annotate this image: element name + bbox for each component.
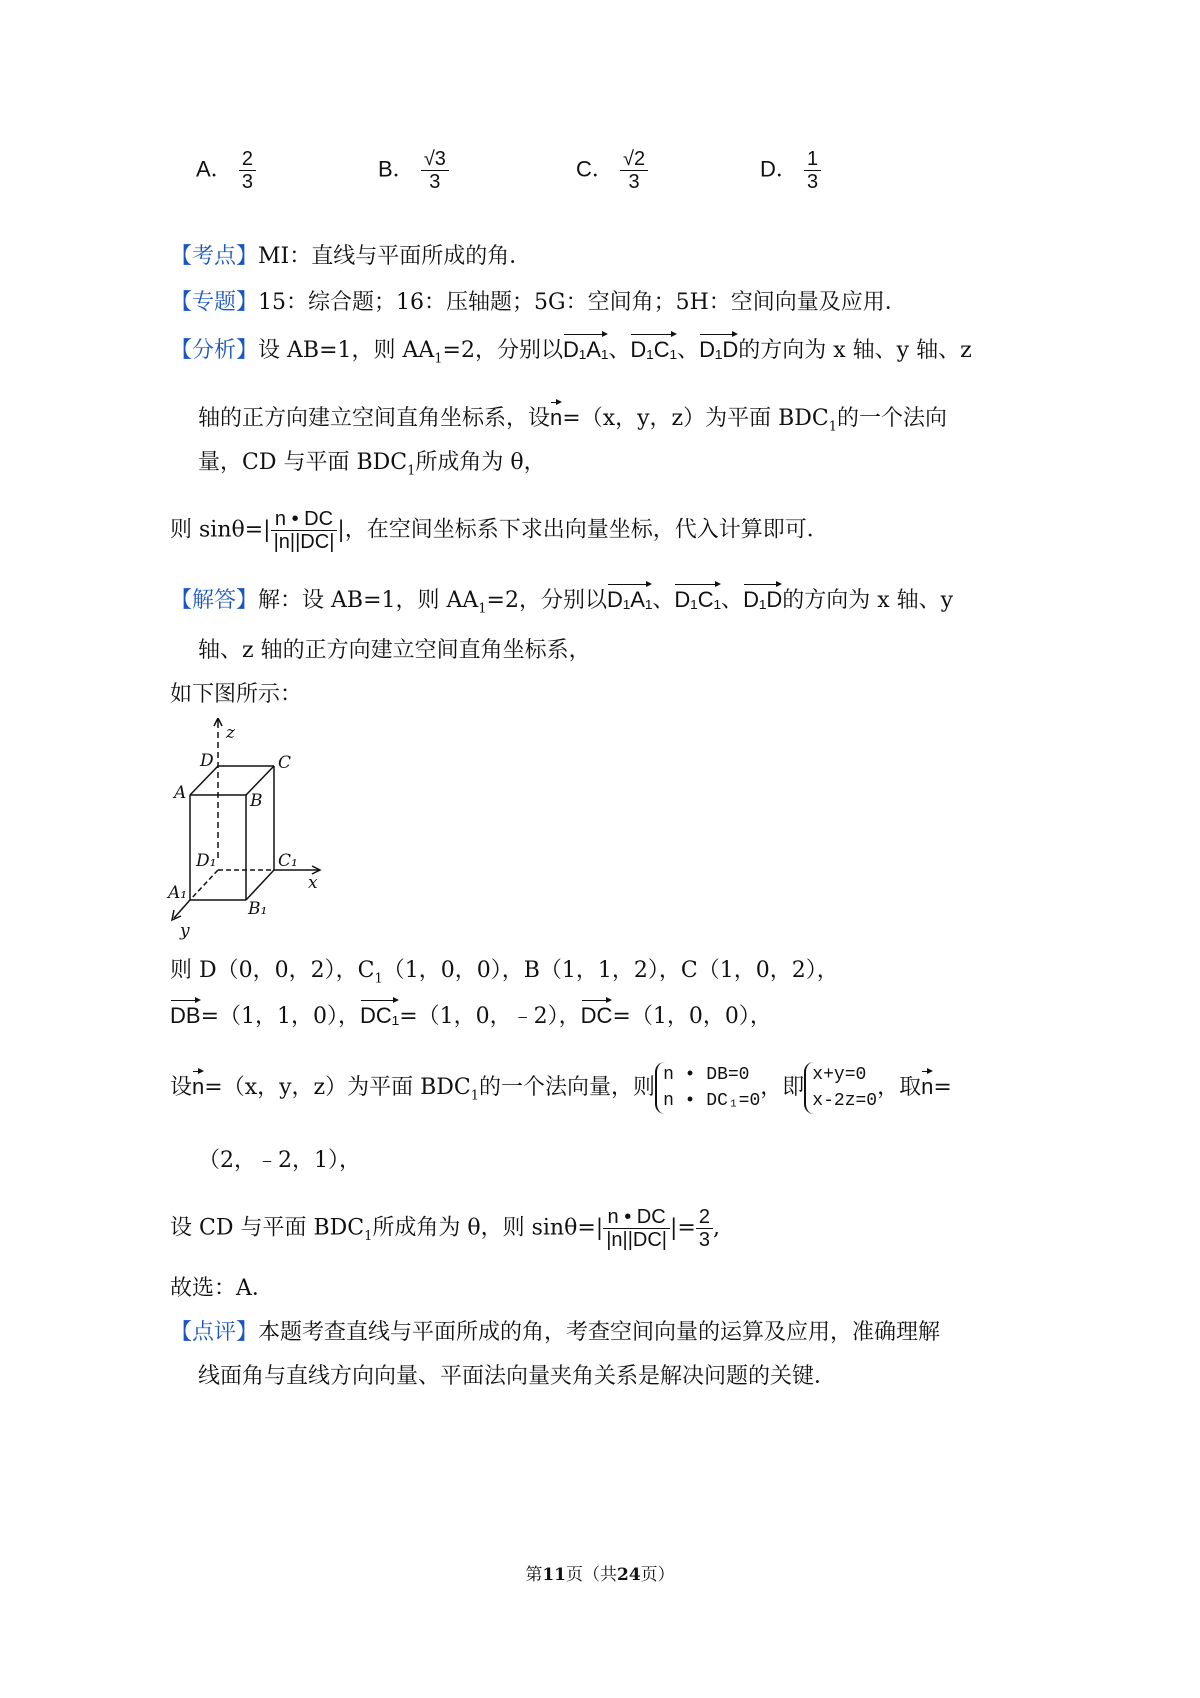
normal-line-2: （2，﹣2，1），	[198, 1148, 361, 1173]
normal-line-1: 设n=（x，y，z）为平面 $BDC_1$的一个法向量，则 n • DB=0 n • DC₁=0 ，即 x+y=0 x-2z=0 ，取n=	[170, 1062, 952, 1114]
label-A1: A₁	[168, 883, 188, 903]
coords-line-2: DB=（1，1，0），DC₁=（1，0，﹣2），DC=（1，0，0），	[170, 996, 772, 1032]
option-a: A． $\frac{2}{3}$	[196, 148, 256, 193]
label-y: y	[180, 921, 190, 941]
label-B1: B₁	[248, 899, 268, 919]
cuboid-figure	[160, 718, 340, 948]
coords-line-1: 则 D（0，0，2），$C_1(1$，0，0），B（1，1，2），C（1，0，2），	[170, 958, 839, 987]
jieda-line-2: 轴、z 轴的正方向建立空间直角坐标系，	[198, 638, 591, 663]
equation-system-2: x+y=0 x-2z=0	[804, 1062, 877, 1114]
kaodian-tag: 【考点】	[170, 244, 259, 269]
option-b: B． $\frac{√3}{3}$	[378, 148, 449, 193]
angle-line: 设 CD 与平面 $BDC_1$所成角为 θ，则 sinθ=| $\frac{n • DC}{|n||DC|}$ |= $\frac{2}{3}$ ,	[170, 1206, 720, 1251]
fenxi-line-4: 则 sinθ=| $\frac{n • DC}{|n||DC|}$ |，在空间坐标系下求出向量坐标，代入计算即可．	[170, 508, 829, 553]
label-z: z	[226, 723, 235, 743]
label-x: x	[308, 873, 318, 893]
kaodian-line: 【考点】MI：直线与平面所成的角．	[170, 244, 532, 269]
label-D: D	[200, 751, 214, 771]
label-C1: C₁	[278, 851, 298, 871]
label-B: B	[250, 791, 263, 811]
option-d: D． $\frac{1}{3}$	[760, 148, 821, 193]
zhuanti-tag: 【专题】	[170, 290, 259, 315]
dianping-tag: 【点评】	[170, 1320, 259, 1345]
dianping-line-1: 【点评】本题考查直线与平面所成的角，考查空间向量的运算及应用，准确理解	[170, 1320, 941, 1345]
dianping-line-2: 线面角与直线方向向量、平面法向量夹角关系是解决问题的关键．	[198, 1364, 837, 1389]
fenxi-line-2: 轴的正方向建立空间直角坐标系，设n=（x，y，z）为平面 $BDC_1$的一个法向	[198, 398, 947, 442]
fenxi-tag: 【分析】	[170, 338, 259, 363]
label-A: A	[174, 783, 187, 803]
jieda-line-3: 如下图所示：	[170, 682, 303, 707]
label-C: C	[278, 753, 292, 773]
label-D1: D₁	[196, 851, 217, 871]
option-c: C． $\frac{√2}{3}$	[576, 148, 648, 193]
jieda-tag: 【解答】	[170, 588, 259, 613]
jieda-line-1: 【解答】解：设 AB=1，则 $AA_1=2$，分别以D₁A₁、D₁C₁、D₁D的方向为 x 轴、y	[170, 580, 953, 624]
fenxi-line-1: 【分析】设 AB=1，则 $AA_1=2$，分别以D₁A₁、D₁C₁、D₁D的方向为 x 轴、y 轴、z	[170, 330, 972, 374]
answer-line: 故选：A．	[170, 1276, 274, 1301]
equation-system-1: n • DB=0 n • DC₁=0	[655, 1062, 760, 1114]
fenxi-line-3: 量，CD 与平面 $BDC_1$所成角为 θ，	[198, 450, 546, 479]
page-footer: 第11页（共24页）	[525, 1565, 675, 1585]
zhuanti-line: 【专题】15：综合题；16：压轴题；5G：空间角；5H：空间向量及应用．	[170, 290, 907, 315]
